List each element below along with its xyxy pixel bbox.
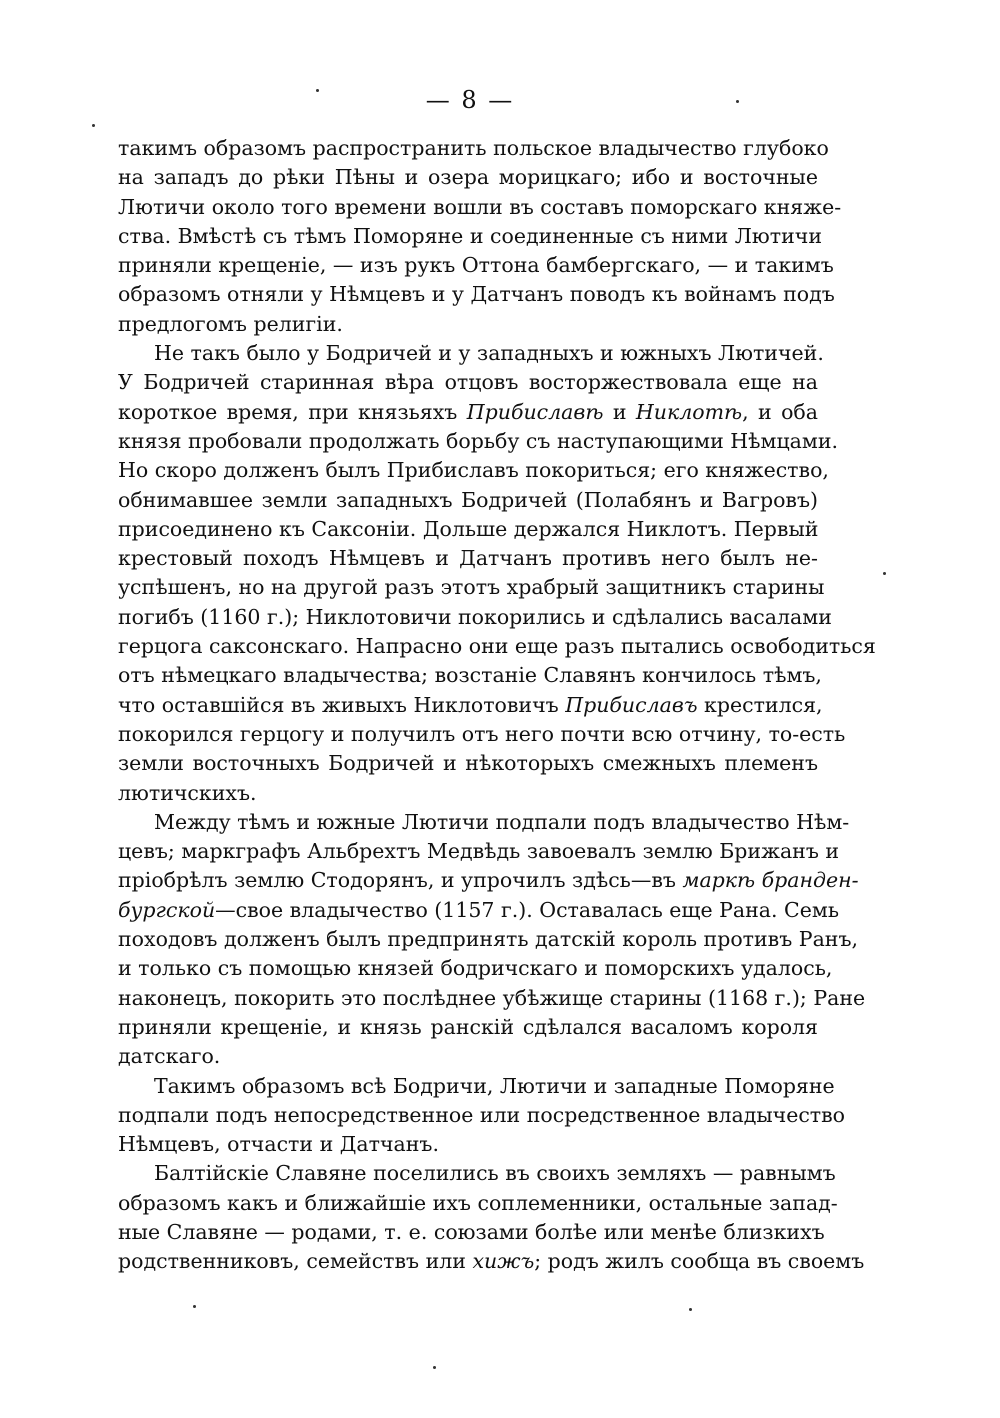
text-line — [118, 954, 833, 983]
line-text: Нѣмцевъ, отчасти и Датчанъ. — [118, 1132, 439, 1157]
text-line — [118, 691, 823, 720]
text-line — [118, 456, 829, 485]
scan-speck — [433, 1366, 436, 1369]
scan-speck — [689, 1308, 692, 1311]
text-line — [118, 368, 818, 397]
line-text: погибъ (1160 г.); Никлотовичи покорились и сдѣлались васалами — [118, 604, 832, 629]
line-text: —свое владычество (1157 г.). Оставалась еще Рана. Семь — [215, 897, 839, 922]
body-text — [118, 134, 876, 1277]
line-text: крестовый походъ Нѣмцевъ и Датчанъ противъ него былъ не- — [118, 546, 818, 571]
text-line — [118, 398, 818, 427]
line-text: образомъ отняли у Нѣмцевъ и у Датчанъ поводъ къ войнамъ подъ — [118, 282, 835, 307]
text-line — [118, 1072, 835, 1101]
line-text: ; родъ жилъ сообща въ своемъ — [534, 1249, 865, 1274]
scan-speck — [883, 572, 886, 575]
line-text: образомъ какъ и ближайшіе ихъ соплеменники, остальные запад- — [118, 1190, 838, 1215]
text-line — [118, 310, 818, 339]
line-text: лютичскихъ. — [118, 780, 257, 805]
italic-name: Никлотѣ — [635, 399, 743, 424]
text-line — [118, 1218, 825, 1247]
line-text: , и оба — [742, 399, 819, 424]
line-text: присоединено къ Саксоніи. Дольше держался Никлотъ. Первый — [118, 516, 819, 541]
text-line — [118, 222, 822, 251]
line-text: покорился герцогу и получилъ отъ него почти всю отчину, то-есть — [118, 721, 846, 746]
text-line — [118, 1159, 836, 1188]
text-line — [118, 339, 824, 368]
line-text: и только съ помощью князей бодричскаго и поморскихъ удалось, — [118, 956, 833, 981]
line-text: князя пробовали продолжать борьбу съ наступающими Нѣмцами. — [118, 428, 839, 453]
text-line — [118, 280, 835, 309]
italic-name: бургской — [118, 897, 216, 922]
line-text: Балтійскіе Славяне поселились въ своихъ земляхъ — равнымъ — [154, 1161, 836, 1186]
line-text: Между тѣмъ и южные Лютичи подпали подъ владычество Нѣм- — [154, 809, 850, 834]
italic-name: Прибиславѣ — [466, 399, 604, 424]
scan-speck — [193, 1305, 196, 1308]
line-text: пріобрѣлъ землю Стодорянъ, и упрочилъ здѣсь—въ — [118, 868, 683, 893]
text-line — [118, 427, 839, 456]
line-text: обнимавшее земли западныхъ Бодричей (Полабянъ и Вагровъ) — [118, 487, 818, 512]
scan-speck — [736, 100, 739, 103]
line-text: приняли крещеніе, и князь ранскій сдѣлался васаломъ короля — [118, 1014, 818, 1039]
text-line — [118, 515, 818, 544]
line-text: ные Славяне — родами, т. е. союзами болѣе или менѣе близкихъ — [118, 1219, 825, 1244]
text-line — [118, 632, 876, 661]
line-text: ства. Вмѣстѣ съ тѣмъ Поморяне и соединенные съ ними Лютичи — [118, 223, 822, 248]
line-text: что оставшійся въ живыхъ Никлотовичъ — [118, 692, 566, 717]
line-text: такимъ образомъ распространить польское владычество глубоко — [118, 136, 829, 160]
text-line — [118, 1101, 846, 1130]
line-text: Не такъ было у Бодричей и у западныхъ и южныхъ Лютичей. — [154, 341, 824, 366]
text-line — [118, 1130, 818, 1159]
line-text: приняли крещеніе, — изъ рукъ Оттона бамбергскаго, — и такимъ — [118, 253, 834, 278]
scan-speck — [316, 89, 319, 92]
text-line — [118, 925, 859, 954]
line-text: и — [603, 399, 636, 424]
text-line — [118, 866, 859, 895]
scan-speck — [92, 124, 95, 127]
line-text: Лютичи около того времени вошли въ составъ поморскаго княже- — [118, 194, 842, 219]
text-line — [118, 1247, 865, 1276]
line-text: родственниковъ, семействъ или — [118, 1249, 473, 1274]
line-text: предлогомъ религіи. — [118, 311, 343, 336]
page-number: — 8 — — [425, 86, 515, 114]
italic-name: Прибиславъ — [565, 692, 698, 717]
line-text: на западъ до рѣки Пѣны и озера морицкаго; ибо и восточные — [118, 165, 818, 190]
text-line — [118, 749, 818, 778]
line-text: цевъ; маркграфъ Альбрехтъ Медвѣдь завоевалъ землю Брижанъ и — [118, 839, 840, 864]
text-line — [118, 779, 818, 808]
italic-name: хижъ — [472, 1249, 535, 1274]
line-text: датскаго. — [118, 1044, 221, 1069]
line-text: наконецъ, покорить это послѣднее убѣжище старины (1168 г.); Ране — [118, 985, 866, 1010]
text-line — [118, 193, 842, 222]
text-line — [118, 1042, 818, 1071]
text-line — [118, 1013, 818, 1042]
text-line — [118, 251, 834, 280]
line-text: короткое время, при князьяхъ — [118, 399, 467, 424]
line-text: успѣшенъ, но на другой разъ этотъ храбрый защитникъ старины — [118, 575, 825, 600]
line-text: крестился, — [697, 692, 823, 717]
line-text: подпали подъ непосредственное или посредственное владычество — [118, 1102, 846, 1127]
line-text: У Бодричей старинная вѣра отцовъ восторжествовала еще на — [118, 370, 818, 395]
text-line — [118, 808, 850, 837]
text-line — [118, 896, 839, 925]
text-line — [118, 603, 832, 632]
text-line — [118, 163, 818, 192]
text-line — [118, 134, 829, 163]
text-line — [118, 486, 818, 515]
line-text: герцога саксонскаго. Напрасно они еще разъ пытались освободиться — [118, 634, 876, 659]
text-line — [118, 661, 822, 690]
text-line — [118, 837, 840, 866]
text-line — [118, 544, 818, 573]
text-line — [118, 573, 825, 602]
italic-name: маркѣ бранден- — [682, 868, 859, 893]
text-line — [118, 720, 846, 749]
line-text: Но скоро долженъ былъ Прибиславъ покориться; его княжество, — [118, 458, 829, 483]
line-text: Такимъ образомъ всѣ Бодричи, Лютичи и западные Поморяне — [154, 1073, 835, 1098]
line-text: отъ нѣмецкаго владычества; возстаніе Славянъ кончилось тѣмъ, — [118, 663, 822, 688]
line-text: земли восточныхъ Бодричей и нѣкоторыхъ смежныхъ племенъ — [118, 751, 818, 776]
text-line — [118, 1189, 838, 1218]
line-text: походовъ долженъ былъ предпринять датскій король противъ Ранъ, — [118, 927, 859, 952]
text-line — [118, 984, 866, 1013]
